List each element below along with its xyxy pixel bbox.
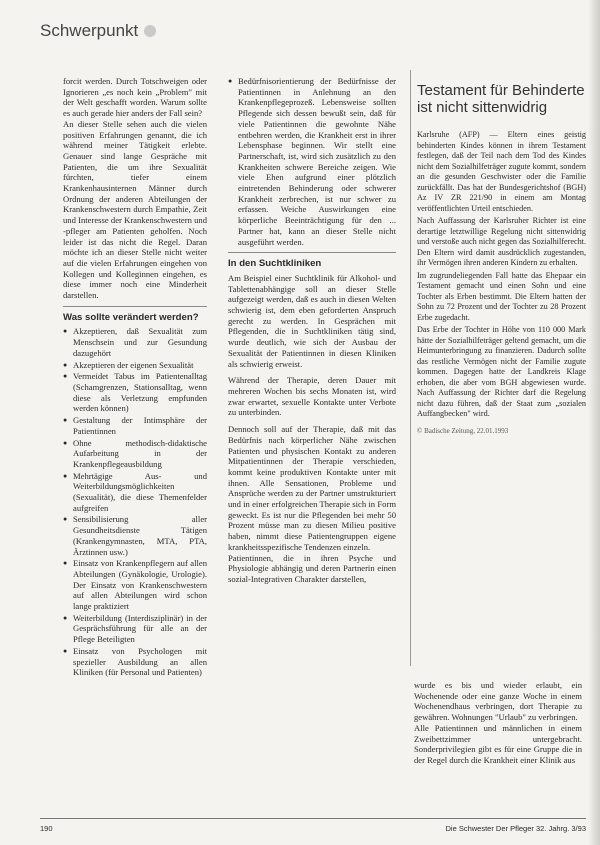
bullet-list (228, 76, 396, 247)
list-item: ● Mehrtägige Aus- und Weiterbildungsmöglichkeiten (Sexualität), die diese Themenfelder aufgreifen (63, 471, 207, 514)
paragraph: Im zugrundeliegenden Fall hatte das Ehepaar ein Testament gemacht und einen Sohn und eine Tochter als Erben bestimmt. Die Eltern hatten der Sohn zu 72 Prozent und der Tochter zu 28 Prozent Erbe zugedacht. (417, 270, 586, 322)
subheading: In den Suchtkliniken (228, 258, 322, 270)
section-title: Schwerpunkt (40, 21, 139, 40)
paragraph: Das Erbe der Tochter in Höhe von 110 000 Mark hätte der Sozialhilfeträger geltend gemacht, um die Heimunterbringung zu finanzieren. Dadurch sollte das restliche Vermögen nicht der Familie zugute kommen. Dagegen hatte der Landkreis Klage erhoben, die aber vom BGH abgewiesen wurde. Nach Auffassung der Richter darf die Regelung nicht dazu führen, daß der Staat zum „sozialen Auffangbecken" wird. (417, 325, 586, 418)
column-2 (228, 76, 396, 585)
sidebar-box (410, 70, 586, 666)
paragraph: Patientinnen, die in ihren Psyche und Physiologie abhängig und deren Partnerin einen sozial-Integrativen Charakter darstellen, (228, 552, 396, 584)
subheading: Was sollte verändert werden? (63, 311, 199, 323)
paragraph: Am Beispiel einer Suchtklinik für Alkohol- und Tablettenabhängige soll an dieser Stelle aufgezeigt werden, daß es auch in diesen Welten schwierig ist, dem eben geforderten Anspruch gerecht zu werden. In Gesprächen mit Pflegenden, die in Suchtkliniken tätig sind, wurde deutlich, wie sich der Ausbau der Sexualität der Patientinnen in diesen Kliniken als schwierig erweist. (228, 272, 396, 369)
list-item: ● Weiterbildung (Interdisziplinär) in der Gesprächsführung für alle an der Pflege Beteiligten (63, 613, 207, 645)
list-item: ● Einsatz von Psychologen mit spezieller Ausbildung an allen Kliniken (für Personal und Patienten) (63, 646, 207, 678)
list-item: ● Ohne methodisch-didaktische Aufarbeitung in der Krankenpflegeausbildung (63, 438, 207, 470)
paragraph: Dennoch soll auf der Therapie, daß mit das Bedürfnis nach körperlicher Nähe zwischen Patienten und physischen Kontakt zu anderen Mitpatientinnen der Therapie verschieden, kommt keine produktiven Kontakte unter mit ihnen. Alle Sensationen, Probleme und Ansprüche werden zu der Partner umstrukturiert und in einer erfolgreichen Therapie sich in Form geweckt. Es ist nur die Pflegenden bei mehr 50 Prozent müsse man zu diesen Milieu positive haben, nimmt diese Patientengruppen eigene krankheitsspezifische Tendenzen einzeln. (228, 424, 396, 552)
list-item: ● Sensibilisierung aller Gesundheitsdienste Tätigen (Krankengymnasten, MTA, PTA, Ärztinnen usw.) (63, 514, 207, 557)
paragraph: Alle Patientinnen und männlichen in einem Zweibettzimmer untergebracht. Sonderprivilegien gibt es für eine Gruppe die in der Regel durch die Krankheit einer Klinik aus (414, 722, 582, 765)
page-edge-shadow (588, 0, 600, 845)
section-header (40, 18, 156, 44)
issue-info: Die Schwester Der Pfleger 32. Jahrg. 3/93 (445, 824, 586, 833)
list-item: ● Akzeptieren der eigenen Sexualität (63, 360, 207, 371)
list-item: ● Bedürfnisorientierung der Bedürfnisse der Patientinnen in Anlehnung an den Krankenpflegeprozeß. Lebensweise sollten Pflegende sich dessen bewußt sein, daß für viele Patientinnen die gewohnte Nähe entbehren werden, die Krankheit erst in ihrer Lebensphase beginnen. Wir stellt eine Partnerschaft, ist, wird sich zusätzlich zu den Krankheiten schwere Bereiche zeigen. Wie viele Ehen aufgrund einer plötzlich eintretenden Behinderung oder schwerer Krankheit zerbrechen, ist nur schwer zu erfassen. Weiche Auswirkungen eine körperliche Beeinträchtigung für den ... Partner hat, kann an dieser Stelle nicht ausgeführt werden. (228, 76, 396, 247)
paragraph: wurde es bis und wieder erlaubt, ein Wochenende oder eine ganze Woche in einem Wochenendhaus verbringen, dort Therapie zu gewähren. Wohnungen "Urlaub" zu verbringen. (414, 680, 582, 723)
box-body (417, 130, 586, 436)
bullet-list (63, 326, 207, 678)
paragraph: Während der Therapie, deren Dauer mit mehreren Wochen bis sechs Monaten ist, wird zwar erwartet, sexuelle Kontakte unter Verbote zu unterbinden. (228, 375, 396, 418)
box-source: © Badische Zeitung, 22.01.1993 (417, 426, 509, 435)
paragraph: Karlsruhe (AFP) — Eltern eines geistig behinderten Kindes können in ihrem Testament festlegen, daß der Teil nach dem Tod des Kindes nicht dem Sozialhilfeträger zugute kommt, sondern an die gesunden Geschwister oder die Familie zurückfällt. Das hat der Bundesgerichtshof (BGH) Az IV ZR 221/90 in einem am Montag veröffentlichten Urteil entschieden. (417, 130, 586, 213)
page-footer (40, 818, 586, 833)
list-item: ● Einsatz von Krankenpflegern auf allen Abteilungen (Gynäkologie, Urologie). Der Einsatz von Krankenschwestern auf allen Abteilungen wird schon lange praktiziert (63, 558, 207, 612)
list-item: ● Akzeptieren, daß Sexualität zum Menschsein und zur Gesundung dazugehört (63, 326, 207, 358)
column-1 (63, 76, 207, 679)
section-dot-icon (144, 25, 156, 37)
column-3 (414, 680, 582, 766)
paragraph: forcit werden. Durch Totschweigen oder Ignorieren „es noch kein „Problem" mit der Welt geschafft worden. Warum sollte es auch gerade hier anders der Fall sein? (63, 76, 207, 119)
divider (228, 252, 396, 253)
page-number: 190 (40, 824, 53, 833)
divider (63, 306, 207, 307)
paragraph: Nach Auffassung der Karlsruher Richter ist eine derartige letztwillige Regelung nicht sittenwidrig und verstoße auch nicht gegen das Sozialhilferecht. Den Eltern wird damit ausdrücklich zugestanden, ihr Vermögen ihren anderen Kindern zu erhalten. (417, 216, 586, 267)
box-title: Testament für Behinderte ist nicht sittenwidrig (417, 82, 585, 116)
list-item: ● Gestaltung der Intimsphäre der Patientinnen (63, 415, 207, 436)
paragraph: An dieser Stelle sehen auch die vielen positiven Erfahrungen genannt, die ich während meiner Tätigkeit erlebte. Genauer sind lange Gespräche mit Patienten, die um ihre Sexualität fürchten, tiefer einem Krankenhausinternen Männer durch Ordnung der anderen Abteilungen der Krankenschwestern durch Empathie, Zeit und Interesse der Krankenschwestern und -pfleger am Patienten geholfen. Noch leider ist das nicht die Regel. Daran möchte ich an dieser Stelle nicht weiter auf die vielen Erfahrungen eingehen von Kollegen und Kolleginnen eingehen, es diese immer noch eine Minderheit darstellen. (63, 118, 207, 301)
list-item: ● Vermeidet Tabus im Patientenalltag (Schamgrenzen, Stationsalltag, wenn diese als Verletzung empfunden werden können) (63, 371, 207, 414)
